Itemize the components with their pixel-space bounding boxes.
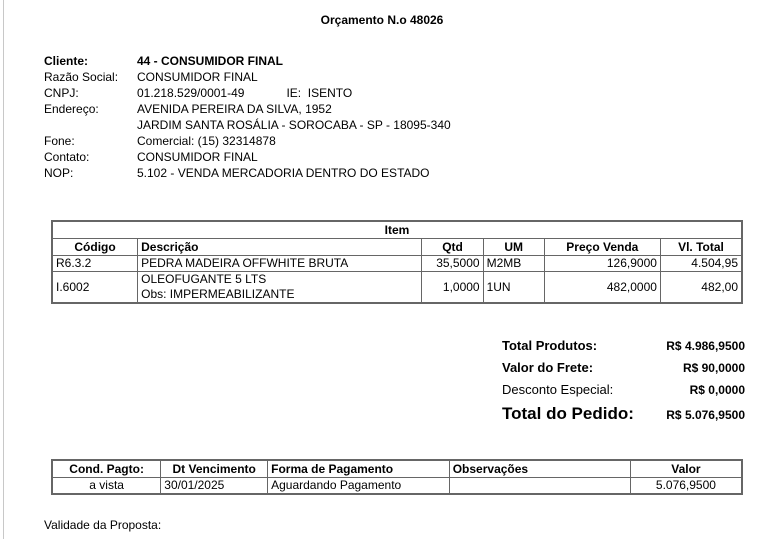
col-forma-pagamento: Forma de Pagamento xyxy=(268,460,450,478)
client-info xyxy=(44,53,451,181)
endereco-label: Endereço: xyxy=(44,102,99,116)
endereco-line1: AVENIDA PEREIRA DA SILVA, 1952 xyxy=(137,102,332,116)
razao-label: Razão Social: xyxy=(44,70,119,84)
razao-value: CONSUMIDOR FINAL xyxy=(137,70,258,84)
col-descricao: Descrição xyxy=(138,239,422,256)
payment-table xyxy=(51,459,743,495)
item-qtd: 1,0000 xyxy=(422,272,483,304)
col-cond-pagto: Cond. Pagto: xyxy=(52,460,161,478)
table-row xyxy=(52,478,742,495)
frete-value: R$ 90,0000 xyxy=(682,361,745,375)
item-preco: 482,0000 xyxy=(544,272,660,304)
items-header-row xyxy=(52,239,742,256)
fone-label: Fone: xyxy=(44,134,75,148)
desconto-label: Desconto Especial: xyxy=(502,382,614,397)
item-obs: Obs: IMPERMEABILIZANTE xyxy=(141,287,295,301)
validade-label: Validade da Proposta: xyxy=(44,518,162,532)
item-preco: 126,9000 xyxy=(544,256,660,272)
page-left-edge xyxy=(3,0,4,539)
col-codigo: Código xyxy=(52,239,138,256)
total-pedido-value: R$ 5.076,9500 xyxy=(666,408,745,422)
pay-valor: 5.076,9500 xyxy=(630,478,742,495)
table-row xyxy=(52,272,742,304)
pay-forma: Aguardando Pagamento xyxy=(268,478,450,495)
cnpj-label: CNPJ: xyxy=(44,86,79,100)
endereco-line2: JARDIM SANTA ROSÁLIA - SOROCABA - SP - 18095-340 xyxy=(137,118,451,132)
item-qtd: 35,5000 xyxy=(422,256,483,272)
items-table xyxy=(51,220,743,304)
totals-block xyxy=(502,338,745,428)
pay-cond: a vista xyxy=(52,478,161,495)
item-descricao: PEDRA MADEIRA OFFWHITE BRUTA xyxy=(138,256,422,272)
item-descricao: OLEOFUGANTE 5 LTS xyxy=(141,272,267,286)
contato-label: Contato: xyxy=(44,150,90,164)
total-produtos-label: Total Produtos: xyxy=(502,338,598,353)
col-vencimento: Dt Vencimento xyxy=(161,460,268,478)
desconto-value: R$ 0,0000 xyxy=(689,383,745,397)
col-valor: Valor xyxy=(630,460,742,478)
document-title: Orçamento N.o 48026 xyxy=(320,13,444,27)
fone-value: Comercial: (15) 32314878 xyxy=(137,134,276,148)
col-observacoes: Observações xyxy=(449,460,630,478)
col-total: Vl. Total xyxy=(660,239,742,256)
item-codigo: R6.3.2 xyxy=(52,256,138,272)
item-codigo: I.6002 xyxy=(52,272,138,304)
ie-value: ISENTO xyxy=(307,86,353,100)
nop-value: 5.102 - VENDA MERCADORIA DENTRO DO ESTADO xyxy=(137,166,430,180)
col-qtd: Qtd xyxy=(422,239,483,256)
cnpj-value: 01.218.529/0001-49 xyxy=(137,86,245,100)
payment-header-row xyxy=(52,460,742,478)
item-total: 4.504,95 xyxy=(660,256,742,272)
contato-value: CONSUMIDOR FINAL xyxy=(137,150,258,164)
col-um: UM xyxy=(483,239,544,256)
ie-label: IE: xyxy=(286,86,302,100)
items-group-header: Item xyxy=(52,221,742,239)
cliente-value: 44 - CONSUMIDOR FINAL xyxy=(137,54,284,68)
cliente-label: Cliente: xyxy=(44,54,89,68)
table-row xyxy=(52,256,742,272)
item-um: 1UN xyxy=(483,272,544,304)
pay-obs xyxy=(449,478,630,495)
pay-vencimento: 30/01/2025 xyxy=(161,478,268,495)
nop-label: NOP: xyxy=(44,166,74,180)
item-um: M2MB xyxy=(483,256,544,272)
frete-label: Valor do Frete: xyxy=(502,360,594,375)
total-pedido-label: Total do Pedido: xyxy=(502,404,634,423)
item-total: 482,00 xyxy=(660,272,742,304)
col-preco: Preço Venda xyxy=(544,239,660,256)
total-produtos-value: R$ 4.986,9500 xyxy=(666,339,745,353)
